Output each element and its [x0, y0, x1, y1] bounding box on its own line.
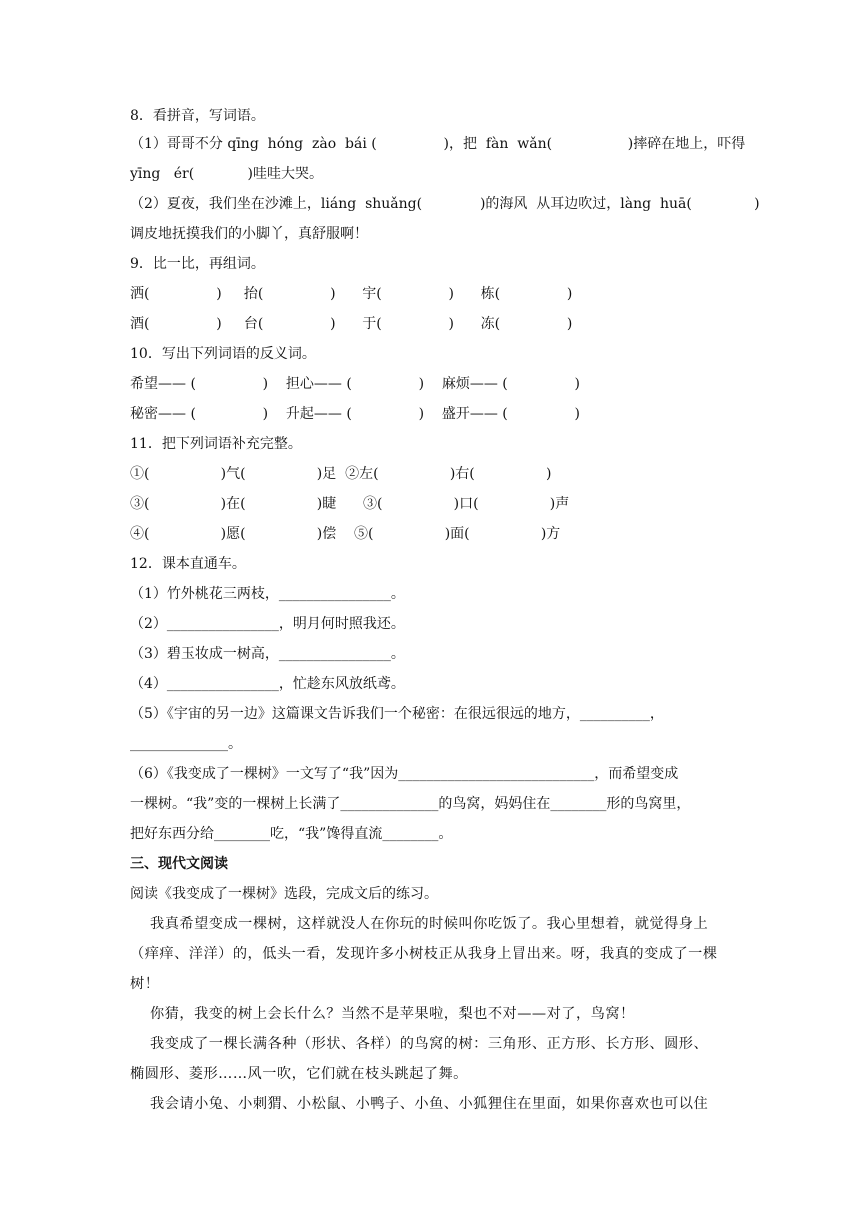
passage-paragraph-4-line-1: 我会请小兔、小刺猬、小松鼠、小鸭子、小鱼、小狐狸住在里面，如果你喜欢也可以住: [130, 1096, 709, 1112]
question-10-row-2: 秘密—— ( ) 升起—— ( ) 盛开—— ( ): [130, 406, 580, 422]
question-11-title: 11．把下列词语补充完整。: [130, 436, 302, 452]
passage-paragraph-1-line-2: （痒痒、洋洋）的，低头一看，发现许多小树枝正从我身上冒出来。呀，我真的变成了一棵: [130, 946, 718, 962]
question-8-item-2-line-2: 调皮地抚摸我们的小脚丫，真舒服啊！: [130, 226, 368, 242]
question-12-item-4: （4）________________，忙趁东风放纸鸢。: [130, 676, 405, 692]
question-12-title: 12．课本直通车。: [130, 556, 246, 572]
passage-paragraph-3-line-2: 椭圆形、菱形……风一吹，它们就在枝头跳起了舞。: [130, 1066, 468, 1082]
question-8-item-2-line-1: （2）夏夜，我们坐在沙滩上，liáng shuǎng( )的海风 从耳边吹过，làng huā( ): [130, 196, 760, 212]
question-11-row-3: ④( )愿( )偿 ⑤( )面( )方: [130, 526, 561, 542]
question-8-item-1-line-1: （1）哥哥不分 qīng hóng zào bái ( )，把 fàn wǎn( )摔碎在地上，吓得: [130, 136, 746, 152]
question-9-row-1: 洒( ) 抬( ) 宇( ) 栋( ): [130, 286, 573, 302]
question-12-item-5-line-1: （5）《宇宙的另一边》这篇课文告诉我们一个秘密：在很远很远的地方，__________，: [130, 706, 664, 722]
section-3-heading: 三、现代文阅读: [130, 856, 228, 872]
question-8-title: 8．看拼音，写词语。: [130, 108, 265, 124]
question-12-item-5-line-2: ______________。: [130, 736, 242, 752]
question-12-item-1: （1）竹外桃花三两枝，________________。: [130, 586, 405, 602]
question-12-item-6-line-1: （6）《我变成了一棵树》一文写了“我”因为____________________________，而希望变成: [130, 766, 679, 782]
passage-paragraph-2: 你猜，我变的树上会长什么？当然不是苹果啦，梨也不对——对了，鸟窝！: [130, 1006, 635, 1022]
question-11-row-1: ①( )气( )足 ②左( )右( ): [130, 466, 552, 482]
question-12-item-6-line-2: 一棵树。“我”变的一棵树上长满了______________的鸟窝，妈妈住在________形的鸟窝里，: [130, 796, 691, 812]
question-12-item-6-line-3: 把好东西分给________吃，“我”馋得直流________。: [130, 826, 453, 842]
passage-paragraph-1-line-1: 我真希望变成一棵树，这样就没人在你玩的时候叫你吃饭了。我心里想着，就觉得身上: [130, 916, 709, 932]
question-10-row-1: 希望—— ( ) 担心—— ( ) 麻烦—— ( ): [130, 376, 580, 392]
question-10-title: 10．写出下列词语的反义词。: [130, 346, 316, 362]
question-12-item-2: （2）________________，明月何时照我还。: [130, 616, 405, 632]
reading-instructions: 阅读《我变成了一棵树》选段，完成文后的练习。: [130, 886, 438, 902]
question-9-title: 9．比一比，再组词。: [130, 256, 265, 272]
question-12-item-3: （3）碧玉妆成一树高，________________。: [130, 646, 405, 662]
passage-paragraph-1-line-3: 树！: [130, 976, 160, 992]
question-9-row-2: 酒( ) 台( ) 于( ) 冻( ): [130, 316, 573, 332]
question-8-item-1-line-2: yīng ér( )哇哇大哭。: [130, 166, 324, 182]
passage-paragraph-3-line-1: 我变成了一棵长满各种（形状、各样）的鸟窝的树：三角形、正方形、长方形、圆形、: [130, 1036, 709, 1052]
question-11-row-2: ③( )在( )睫 ③( )口( )声: [130, 496, 570, 512]
